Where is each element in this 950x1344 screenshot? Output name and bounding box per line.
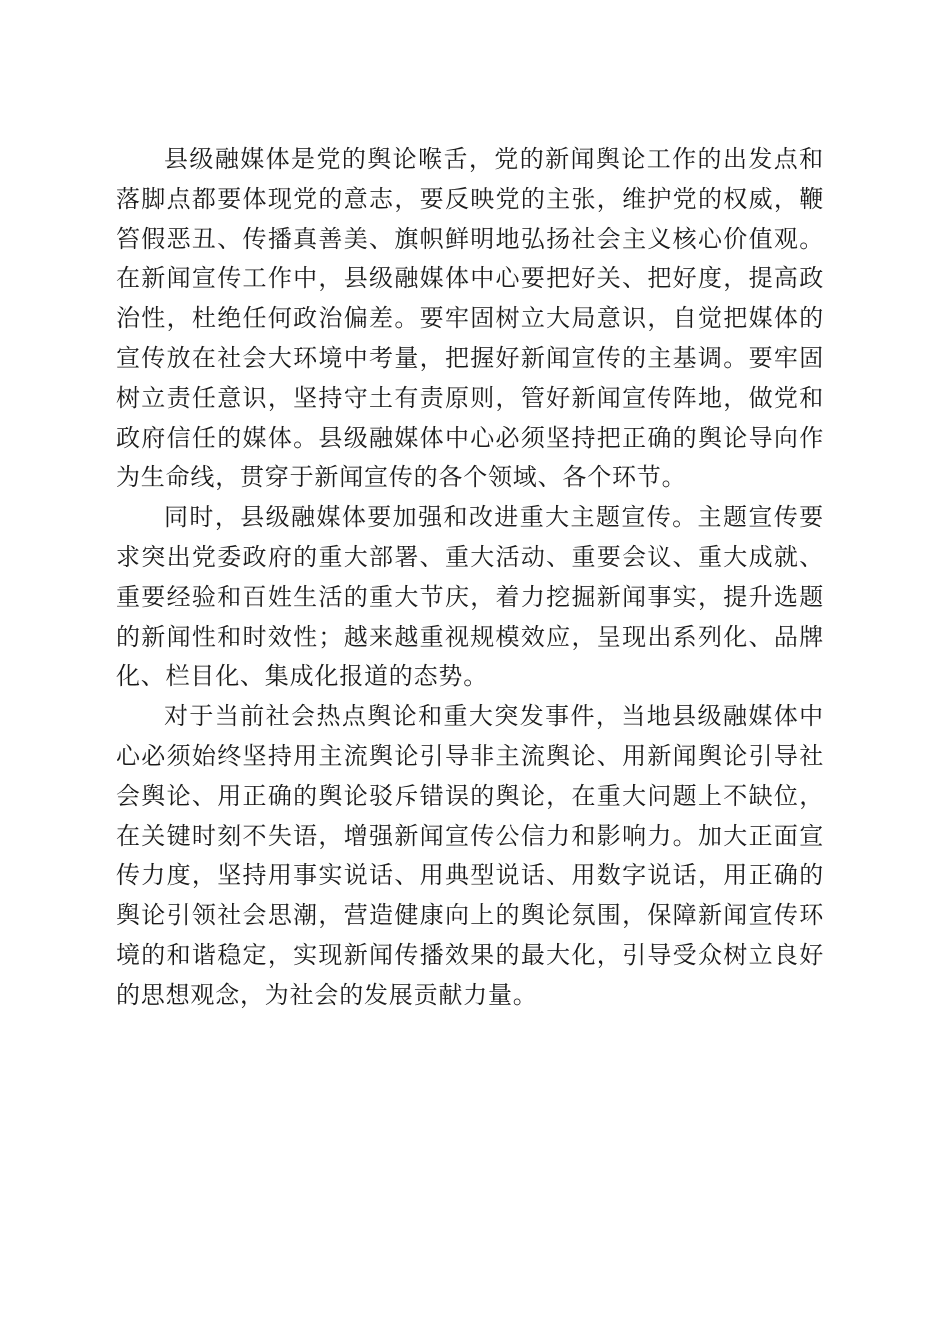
document-body: [116, 140, 824, 1016]
paragraph-2: 同时，县级融媒体要加强和改进重大主题宣传。主题宣传要求突出党委政府的重大部署、重大活动、重要会议、重大成就、重要经验和百姓生活的重大节庆，着力挖掘新闻事实，提升选题的新闻性和时效性；越来越重视规模效应，呈现出系列化、品牌化、栏目化、集成化报道的态势。: [116, 503, 824, 691]
paragraph-1: 县级融媒体是党的舆论喉舌，党的新闻舆论工作的出发点和落脚点都要体现党的意志，要反映党的主张，维护党的权威，鞭笞假恶丑、传播真善美、旗帜鲜明地弘扬社会主义核心价值观。在新闻宣传工作中，县级融媒体中心要把好关、把好度，提高政治性，杜绝任何政治偏差。要牢固树立大局意识，自觉把媒体的宣传放在社会大环境中考量，把握好新闻宣传的主基调。要牢固树立责任意识，坚持守土有责原则，管好新闻宣传阵地，做党和政府信任的媒体。县级融媒体中心必须坚持把正确的舆论导向作为生命线，贯穿于新闻宣传的各个领域、各个环节。: [116, 145, 824, 492]
paragraph-3: 对于当前社会热点舆论和重大突发事件，当地县级融媒体中心必须始终坚持用主流舆论引导非主流舆论、用新闻舆论引导社会舆论、用正确的舆论驳斥错误的舆论，在重大问题上不缺位，在关键时刻不失语，增强新闻宣传公信力和影响力。加大正面宣传力度，坚持用事实说话、用典型说话、用数字说话，用正确的舆论引领社会思潮，营造健康向上的舆论氛围，保障新闻宣传环境的和谐稳定，实现新闻传播效果的最大化，引导受众树立良好的思想观念，为社会的发展贡献力量。: [116, 702, 824, 1009]
